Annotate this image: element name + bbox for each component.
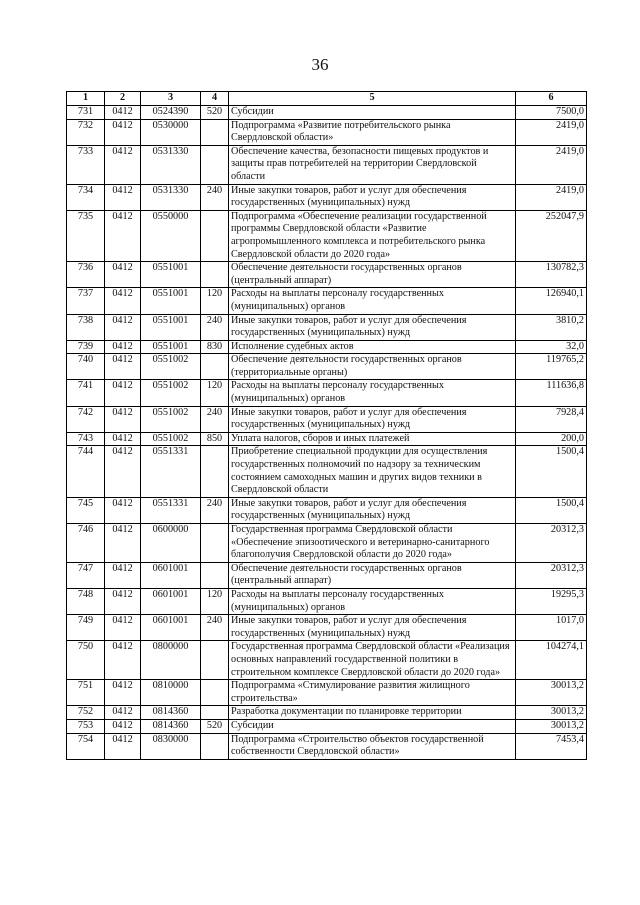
table-row [67, 184, 587, 210]
item-name-cell: Приобретение специальной продукции для осуществления государственных полномочий по надзору за техническим состоянием самоходных машин и других видов техники в Свердловской области [229, 446, 516, 497]
section-code-cell: 0412 [105, 340, 141, 354]
row-number-cell: 733 [67, 145, 105, 184]
article-code-cell: 0551001 [141, 288, 201, 314]
section-code-cell: 0412 [105, 497, 141, 523]
article-code-cell: 0551001 [141, 262, 201, 288]
item-name-cell: Субсидии [229, 106, 516, 120]
article-code-cell: 0551331 [141, 497, 201, 523]
section-code-cell: 0412 [105, 380, 141, 406]
section-code-cell: 0412 [105, 733, 141, 759]
expense-type-cell: 240 [201, 184, 229, 210]
article-code-cell: 0551002 [141, 380, 201, 406]
row-number-cell: 739 [67, 340, 105, 354]
section-code-cell: 0412 [105, 406, 141, 432]
amount-cell: 200,0 [516, 432, 587, 446]
item-name-cell: Подпрограмма «Стимулирование развития жилищного строительства» [229, 680, 516, 706]
section-code-cell: 0412 [105, 145, 141, 184]
article-code-cell: 0830000 [141, 733, 201, 759]
amount-cell: 20312,3 [516, 562, 587, 588]
table-row [67, 588, 587, 614]
expense-type-cell: 240 [201, 615, 229, 641]
table-row [67, 680, 587, 706]
row-number-cell: 748 [67, 588, 105, 614]
section-code-cell: 0412 [105, 588, 141, 614]
expense-type-cell [201, 524, 229, 563]
section-code-cell: 0412 [105, 432, 141, 446]
expense-type-cell [201, 446, 229, 497]
column-header: 6 [516, 92, 587, 106]
section-code-cell: 0412 [105, 524, 141, 563]
row-number-cell: 741 [67, 380, 105, 406]
table-header-row [67, 92, 587, 106]
table-row [67, 446, 587, 497]
section-code-cell: 0412 [105, 615, 141, 641]
item-name-cell: Иные закупки товаров, работ и услуг для обеспечения государственных (муниципальных) нужд [229, 497, 516, 523]
expense-type-cell [201, 641, 229, 680]
amount-cell: 30013,2 [516, 680, 587, 706]
section-code-cell: 0412 [105, 446, 141, 497]
table-row [67, 719, 587, 733]
expense-type-cell [201, 145, 229, 184]
section-code-cell: 0412 [105, 354, 141, 380]
expense-type-cell [201, 354, 229, 380]
item-name-cell: Исполнение судебных актов [229, 340, 516, 354]
table-row [67, 145, 587, 184]
amount-cell: 7453,4 [516, 733, 587, 759]
item-name-cell: Обеспечение деятельности государственных органов (центральный аппарат) [229, 562, 516, 588]
row-number-cell: 740 [67, 354, 105, 380]
section-code-cell: 0412 [105, 641, 141, 680]
table-row [67, 288, 587, 314]
expense-type-cell [201, 262, 229, 288]
row-number-cell: 751 [67, 680, 105, 706]
row-number-cell: 742 [67, 406, 105, 432]
section-code-cell: 0412 [105, 314, 141, 340]
section-code-cell: 0412 [105, 680, 141, 706]
amount-cell: 126940,1 [516, 288, 587, 314]
row-number-cell: 735 [67, 210, 105, 261]
amount-cell: 252047,9 [516, 210, 587, 261]
expense-type-cell [201, 119, 229, 145]
article-code-cell: 0814360 [141, 719, 201, 733]
section-code-cell: 0412 [105, 210, 141, 261]
article-code-cell: 0551331 [141, 446, 201, 497]
expense-type-cell: 240 [201, 497, 229, 523]
article-code-cell: 0524390 [141, 106, 201, 120]
item-name-cell: Иные закупки товаров, работ и услуг для обеспечения государственных (муниципальных) нужд [229, 314, 516, 340]
item-name-cell: Обеспечение деятельности государственных органов (территориальные органы) [229, 354, 516, 380]
expense-type-cell: 120 [201, 588, 229, 614]
item-name-cell: Государственная программа Свердловской области «Реализация основных направлений государственной политики в строительном комплексе Свердловской области до 2020 года» [229, 641, 516, 680]
row-number-cell: 732 [67, 119, 105, 145]
row-number-cell: 745 [67, 497, 105, 523]
table-row [67, 641, 587, 680]
table-row [67, 562, 587, 588]
expense-type-cell: 520 [201, 719, 229, 733]
column-header: 2 [105, 92, 141, 106]
amount-cell: 7928,4 [516, 406, 587, 432]
expense-type-cell: 240 [201, 406, 229, 432]
table-row [67, 733, 587, 759]
row-number-cell: 743 [67, 432, 105, 446]
item-name-cell: Иные закупки товаров, работ и услуг для обеспечения государственных (муниципальных) нужд [229, 406, 516, 432]
article-code-cell: 0810000 [141, 680, 201, 706]
row-number-cell: 754 [67, 733, 105, 759]
row-number-cell: 737 [67, 288, 105, 314]
table-row [67, 524, 587, 563]
item-name-cell: Расходы на выплаты персоналу государственных (муниципальных) органов [229, 380, 516, 406]
article-code-cell: 0800000 [141, 641, 201, 680]
row-number-cell: 738 [67, 314, 105, 340]
article-code-cell: 0551001 [141, 314, 201, 340]
amount-cell: 3810,2 [516, 314, 587, 340]
row-number-cell: 731 [67, 106, 105, 120]
table-row [67, 497, 587, 523]
section-code-cell: 0412 [105, 288, 141, 314]
row-number-cell: 749 [67, 615, 105, 641]
amount-cell: 32,0 [516, 340, 587, 354]
amount-cell: 2419,0 [516, 119, 587, 145]
table-row [67, 432, 587, 446]
column-header: 1 [67, 92, 105, 106]
row-number-cell: 734 [67, 184, 105, 210]
item-name-cell: Расходы на выплаты персоналу государственных (муниципальных) органов [229, 288, 516, 314]
article-code-cell: 0531330 [141, 184, 201, 210]
table-row [67, 106, 587, 120]
amount-cell: 1500,4 [516, 497, 587, 523]
row-number-cell: 750 [67, 641, 105, 680]
table-row [67, 262, 587, 288]
table-row [67, 119, 587, 145]
amount-cell: 30013,2 [516, 719, 587, 733]
amount-cell: 20312,3 [516, 524, 587, 563]
amount-cell: 30013,2 [516, 706, 587, 720]
section-code-cell: 0412 [105, 706, 141, 720]
expense-type-cell: 240 [201, 314, 229, 340]
amount-cell: 130782,3 [516, 262, 587, 288]
item-name-cell: Обеспечение деятельности государственных органов (центральный аппарат) [229, 262, 516, 288]
row-number-cell: 747 [67, 562, 105, 588]
article-code-cell: 0551001 [141, 340, 201, 354]
amount-cell: 1017,0 [516, 615, 587, 641]
expense-type-cell: 850 [201, 432, 229, 446]
article-code-cell: 0601001 [141, 615, 201, 641]
budget-table [66, 91, 587, 760]
column-header: 5 [229, 92, 516, 106]
table-row [67, 354, 587, 380]
item-name-cell: Подпрограмма «Строительство объектов государственной собственности Свердловской области» [229, 733, 516, 759]
section-code-cell: 0412 [105, 184, 141, 210]
section-code-cell: 0412 [105, 262, 141, 288]
row-number-cell: 736 [67, 262, 105, 288]
article-code-cell: 0600000 [141, 524, 201, 563]
amount-cell: 1500,4 [516, 446, 587, 497]
table-row [67, 406, 587, 432]
table-row [67, 380, 587, 406]
amount-cell: 111636,8 [516, 380, 587, 406]
row-number-cell: 744 [67, 446, 105, 497]
item-name-cell: Иные закупки товаров, работ и услуг для обеспечения государственных (муниципальных) нужд [229, 184, 516, 210]
table-row [67, 340, 587, 354]
expense-type-cell [201, 562, 229, 588]
page-number: 36 [311, 55, 329, 74]
article-code-cell: 0601001 [141, 588, 201, 614]
row-number-cell: 746 [67, 524, 105, 563]
item-name-cell: Иные закупки товаров, работ и услуг для обеспечения государственных (муниципальных) нужд [229, 615, 516, 641]
row-number-cell: 753 [67, 719, 105, 733]
article-code-cell: 0531330 [141, 145, 201, 184]
article-code-cell: 0551002 [141, 354, 201, 380]
table-row [67, 615, 587, 641]
item-name-cell: Уплата налогов, сборов и иных платежей [229, 432, 516, 446]
table-row [67, 706, 587, 720]
article-code-cell: 0601001 [141, 562, 201, 588]
column-header: 3 [141, 92, 201, 106]
expense-type-cell: 120 [201, 380, 229, 406]
expense-type-cell: 830 [201, 340, 229, 354]
table-row [67, 314, 587, 340]
expense-type-cell [201, 706, 229, 720]
article-code-cell: 0530000 [141, 119, 201, 145]
expense-type-cell: 120 [201, 288, 229, 314]
expense-type-cell [201, 733, 229, 759]
row-number-cell: 752 [67, 706, 105, 720]
article-code-cell: 0814360 [141, 706, 201, 720]
section-code-cell: 0412 [105, 106, 141, 120]
item-name-cell: Подпрограмма «Обеспечение реализации государственной программы Свердловской области «Развитие агропромышленного комплекса и потребительского рынка Свердловской области до 2020 года» [229, 210, 516, 261]
item-name-cell: Разработка документации по планировке территории [229, 706, 516, 720]
section-code-cell: 0412 [105, 119, 141, 145]
table-row [67, 210, 587, 261]
amount-cell: 2419,0 [516, 184, 587, 210]
expense-type-cell [201, 680, 229, 706]
column-header: 4 [201, 92, 229, 106]
table-body [67, 106, 587, 760]
amount-cell: 119765,2 [516, 354, 587, 380]
amount-cell: 2419,0 [516, 145, 587, 184]
item-name-cell: Подпрограмма «Развитие потребительского рынка Свердловской области» [229, 119, 516, 145]
amount-cell: 7500,0 [516, 106, 587, 120]
amount-cell: 104274,1 [516, 641, 587, 680]
item-name-cell: Обеспечение качества, безопасности пищевых продуктов и защиты прав потребителей на территории Свердловской области [229, 145, 516, 184]
section-code-cell: 0412 [105, 562, 141, 588]
section-code-cell: 0412 [105, 719, 141, 733]
item-name-cell: Расходы на выплаты персоналу государственных (муниципальных) органов [229, 588, 516, 614]
amount-cell: 19295,3 [516, 588, 587, 614]
expense-type-cell [201, 210, 229, 261]
article-code-cell: 0550000 [141, 210, 201, 261]
item-name-cell: Субсидии [229, 719, 516, 733]
article-code-cell: 0551002 [141, 406, 201, 432]
article-code-cell: 0551002 [141, 432, 201, 446]
expense-type-cell: 520 [201, 106, 229, 120]
item-name-cell: Государственная программа Свердловской области «Обеспечение эпизоотического и ветеринарно-санитарного благополучия Свердловской области до 2020 года» [229, 524, 516, 563]
